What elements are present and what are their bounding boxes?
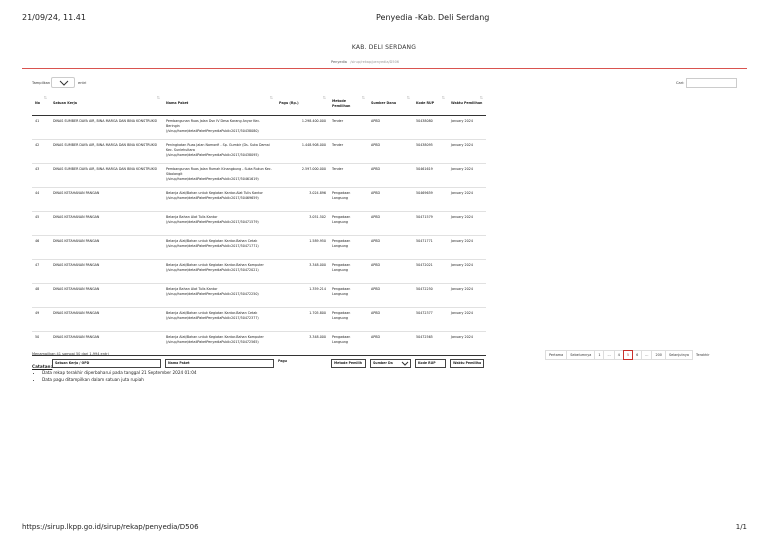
- pagination: [545, 350, 714, 360]
- cell-pagu: 1.448.908.000: [276, 140, 329, 164]
- cell-paket[interactable]: [163, 140, 276, 164]
- cell-paket[interactable]: [163, 236, 276, 260]
- cell-pagu: 2.597.000.000: [276, 164, 329, 188]
- cell-metode: Tender: [329, 116, 368, 140]
- cell-no: 47: [32, 260, 50, 284]
- column-header-satker[interactable]: Satuan Kerja ⇅: [50, 92, 163, 116]
- cell-satker: DINAS SUMBER DAYA AIR, BINA MARGA DAN BINA KONSTRUKSI: [50, 164, 163, 188]
- column-header-waktu[interactable]: Waktu Pemilihan ⇅: [448, 92, 486, 116]
- cell-waktu: January 2024: [448, 188, 486, 212]
- cell-paket[interactable]: [163, 212, 276, 236]
- cell-waktu: January 2024: [448, 284, 486, 308]
- pagination-ellipsis: ...: [641, 350, 652, 360]
- column-header-paket[interactable]: Nama Paket ⇅: [163, 92, 276, 116]
- cell-metode: Pengadaan Langsung: [329, 188, 368, 212]
- header-divider: [22, 68, 747, 69]
- paket-name: Belanja Alat/Bahan untuk Kegiatan Kantor-Bahan Cetak: [166, 239, 258, 243]
- table-header-row: [32, 92, 486, 116]
- table-row: [32, 164, 486, 188]
- search-input[interactable]: [686, 78, 737, 88]
- cell-kode: 50472565: [413, 332, 448, 356]
- cell-metode: Pengadaan Langsung: [329, 332, 368, 356]
- paket-name: Belanja Alat/Bahan untuk Kegiatan Kantor-Bahan Komputer: [166, 335, 264, 339]
- cell-waktu: January 2024: [448, 308, 486, 332]
- pagination-page-4[interactable]: 4: [614, 350, 624, 360]
- note-item: • Data rekap terakhir diperbaharui pada tanggal 21 September 2024 01:04: [42, 370, 197, 377]
- cell-satker: DINAS KETAHANAN PANGAN: [50, 260, 163, 284]
- cell-waktu: January 2024: [448, 332, 486, 356]
- cell-waktu: January 2024: [448, 236, 486, 260]
- table-row: [32, 140, 486, 164]
- paket-link[interactable]: (/sirup/home/detailPaketPenyediaPublic2017/50472250): [166, 291, 259, 296]
- cell-kode: 50469659: [413, 188, 448, 212]
- paket-name: Belanja Alat/Bahan untuk Kegiatan Kantor-Bahan Cetak: [166, 311, 258, 315]
- paket-name: Belanja Alat/Bahan untuk Kegiatan Kantor-Bahan Komputer: [166, 263, 264, 267]
- cell-metode: Tender: [329, 140, 368, 164]
- cell-satker: DINAS KETAHANAN PANGAN: [50, 188, 163, 212]
- column-header-no[interactable]: No ⇅: [32, 92, 50, 116]
- paket-link[interactable]: (/sirup/home/detailPaketPenyediaPublic2017/50438080): [166, 128, 259, 133]
- cell-pagu: 1.705.800: [276, 308, 329, 332]
- filter-kode-input[interactable]: Kode RUP: [415, 359, 446, 368]
- paket-name: Pembangunan Ruas Jalan Dsn IV Desa Karang Anyar Kec. Beringin: [166, 119, 261, 128]
- cell-kode: 50438080: [413, 116, 448, 140]
- filter-metode-input[interactable]: Metode Pemilih: [331, 359, 366, 368]
- cell-paket[interactable]: [163, 284, 276, 308]
- cell-satker: DINAS KETAHANAN PANGAN: [50, 308, 163, 332]
- notes: [32, 364, 197, 383]
- cell-kode: 50472021: [413, 260, 448, 284]
- cell-dana: APBD: [368, 284, 413, 308]
- filter-waktu-input[interactable]: Waktu Pemiliha: [450, 359, 484, 368]
- print-title: Penyedia -Kab. Deli Serdang: [376, 13, 490, 22]
- cell-waktu: January 2024: [448, 116, 486, 140]
- paket-link[interactable]: (/sirup/home/detailPaketPenyediaPublic2017/50461619): [166, 176, 259, 181]
- cell-dana: APBD: [368, 116, 413, 140]
- cell-kode: 50471771: [413, 236, 448, 260]
- cell-satker: DINAS SUMBER DAYA AIR, BINA MARGA DAN BINA KONSTRUKSI: [50, 116, 163, 140]
- breadcrumb-current[interactable]: Penyedia: [331, 60, 347, 64]
- filter-cell-kode: [413, 356, 448, 375]
- table-info: Menampilkan 41 sampai 50 dari 1.994 entri: [32, 352, 109, 356]
- cell-paket[interactable]: [163, 332, 276, 356]
- cell-metode: Tender: [329, 164, 368, 188]
- pagination-page-5[interactable]: 5: [623, 350, 633, 360]
- cell-dana: APBD: [368, 332, 413, 356]
- cell-pagu: 1.359.214: [276, 284, 329, 308]
- cell-pagu: 3.348.000: [276, 260, 329, 284]
- print-datetime: 21/09/24, 11.41: [22, 13, 86, 22]
- cell-dana: APBD: [368, 188, 413, 212]
- pagination-ellipsis: ...: [603, 350, 614, 360]
- table-row: [32, 116, 486, 140]
- page-title: KAB. DELI SERDANG: [351, 44, 417, 51]
- pagination-next[interactable]: Selanjutnya: [665, 350, 693, 360]
- cell-satker: DINAS KETAHANAN PANGAN: [50, 236, 163, 260]
- chevron-down-icon: [401, 361, 409, 366]
- filter-pagu-label: Pagu: [278, 359, 287, 363]
- cell-kode: 50472377: [413, 308, 448, 332]
- notes-list: [32, 370, 197, 383]
- filter-cell-dana: [368, 356, 413, 375]
- cell-no: 48: [32, 284, 50, 308]
- note-item: • Data pagu ditampilkan dalam satuan juta rupiah: [42, 377, 197, 384]
- paket-name: Pembangunan Ruas Jalan Rumah Kinangbung - Suka Rukun Kec. Sibolangit: [166, 167, 272, 176]
- filter-paket-input[interactable]: Nama Paket: [165, 359, 274, 368]
- paket-name: Belanja Bahan Alat Tulis Kantor: [166, 215, 218, 219]
- pagination-prev[interactable]: Sebelumnya: [566, 350, 595, 360]
- column-header-pagu[interactable]: Pagu (Rp.) ⇅: [276, 92, 329, 116]
- cell-waktu: January 2024: [448, 164, 486, 188]
- entries-length-select[interactable]: [51, 77, 75, 88]
- cell-pagu: 3.348.000: [276, 332, 329, 356]
- search-label: Cari:: [676, 81, 685, 85]
- table-row: [32, 212, 486, 236]
- cell-no: 44: [32, 188, 50, 212]
- paket-name: Belanja Alat/Bahan untuk Kegiatan Kantor-Alat Tulis Kantor: [166, 191, 263, 195]
- table-row: [32, 308, 486, 332]
- table-row: [32, 260, 486, 284]
- filter-cell-metode: [329, 356, 368, 375]
- pagination-page-200[interactable]: 200: [651, 350, 665, 360]
- paket-link[interactable]: (/sirup/home/detailPaketPenyediaPublic2017/50471579): [166, 219, 259, 224]
- table-row: [32, 236, 486, 260]
- paket-name: Belanja Bahan Alat Tulis Kantor: [166, 287, 218, 291]
- paket-name: Peningkatan Ruas Jalan Nomonfi - Sp. Gumbir (Ds. Suka Damai Kec. Sunlehultara: [166, 143, 270, 152]
- print-page-number: 1/1: [735, 523, 747, 531]
- cell-no: 50: [32, 332, 50, 356]
- cell-no: 42: [32, 140, 50, 164]
- column-header-dana[interactable]: Sumber Dana ⇅: [368, 92, 413, 116]
- cell-paket[interactable]: [163, 308, 276, 332]
- cell-pagu: 3.051.502: [276, 212, 329, 236]
- cell-kode: 50471579: [413, 212, 448, 236]
- cell-pagu: 1.298.400.000: [276, 116, 329, 140]
- cell-paket[interactable]: [163, 116, 276, 140]
- cell-paket[interactable]: [163, 188, 276, 212]
- cell-kode: 50461619: [413, 164, 448, 188]
- cell-dana: APBD: [368, 260, 413, 284]
- cell-dana: APBD: [368, 140, 413, 164]
- cell-kode: 50472250: [413, 284, 448, 308]
- cell-kode: 50438095: [413, 140, 448, 164]
- length-suffix: entri: [78, 81, 87, 85]
- length-label: Tampilkan: [32, 81, 51, 85]
- paket-link[interactable]: (/sirup/home/detailPaketPenyediaPublic2017/50472377): [166, 315, 259, 320]
- cell-satker: DINAS KETAHANAN PANGAN: [50, 212, 163, 236]
- pagination-page-1[interactable]: 1: [594, 350, 604, 360]
- cell-no: 45: [32, 212, 50, 236]
- cell-metode: Pengadaan Langsung: [329, 284, 368, 308]
- cell-no: 46: [32, 236, 50, 260]
- paket-link[interactable]: (/sirup/home/detailPaketPenyediaPublic2017/50469659): [166, 195, 259, 200]
- cell-no: 41: [32, 116, 50, 140]
- cell-metode: Pengadaan Langsung: [329, 308, 368, 332]
- paket-link[interactable]: (/sirup/home/detailPaketPenyediaPublic2017/50438095): [166, 152, 259, 157]
- breadcrumb-path: /sirup/rekap/penyedia/D506: [350, 60, 400, 64]
- table-row: [32, 284, 486, 308]
- print-url: https://sirup.lkpp.go.id/sirup/rekap/penyedia/D506: [22, 523, 199, 531]
- pagination-last[interactable]: Terakhir: [696, 353, 710, 357]
- filter-dana-value: Sumber Da: [373, 361, 393, 365]
- cell-metode: Pengadaan Langsung: [329, 212, 368, 236]
- pagination-first[interactable]: Pertama: [545, 350, 567, 360]
- paket-table: [32, 92, 486, 374]
- filter-cell-waktu: [448, 356, 486, 375]
- paket-link[interactable]: (/sirup/home/detailPaketPenyediaPublic2017/50472565): [166, 339, 259, 344]
- cell-pagu: 1.589.950: [276, 236, 329, 260]
- cell-waktu: January 2024: [448, 212, 486, 236]
- filter-cell-pagu: [276, 356, 329, 375]
- cell-dana: APBD: [368, 164, 413, 188]
- filter-dana-select[interactable]: [370, 359, 411, 368]
- cell-no: 49: [32, 308, 50, 332]
- cell-paket[interactable]: [163, 164, 276, 188]
- paket-link[interactable]: (/sirup/home/detailPaketPenyediaPublic2017/50471771): [166, 243, 259, 248]
- paket-link[interactable]: (/sirup/home/detailPaketPenyediaPublic2017/50472021): [166, 267, 259, 272]
- cell-dana: APBD: [368, 212, 413, 236]
- cell-metode: Pengadaan Langsung: [329, 236, 368, 260]
- cell-satker: DINAS KETAHANAN PANGAN: [50, 332, 163, 356]
- cell-pagu: 3.024.896: [276, 188, 329, 212]
- cell-satker: DINAS SUMBER DAYA AIR, BINA MARGA DAN BINA KONSTRUKSI: [50, 140, 163, 164]
- filter-satker-input[interactable]: Satuan Kerja / OPD: [52, 359, 161, 368]
- cell-waktu: January 2024: [448, 260, 486, 284]
- column-header-kode[interactable]: Kode RUP ⇅: [413, 92, 448, 116]
- cell-paket[interactable]: [163, 260, 276, 284]
- column-header-metode[interactable]: Metode Pemilihan ⇅: [329, 92, 368, 116]
- cell-dana: APBD: [368, 308, 413, 332]
- cell-no: 43: [32, 164, 50, 188]
- chevron-down-icon: [59, 80, 69, 86]
- table-row: [32, 188, 486, 212]
- pagination-page-6[interactable]: 6: [632, 350, 642, 360]
- cell-metode: Pengadaan Langsung: [329, 260, 368, 284]
- notes-title: Catatan:: [32, 364, 53, 369]
- cell-waktu: January 2024: [448, 140, 486, 164]
- cell-satker: DINAS KETAHANAN PANGAN: [50, 284, 163, 308]
- cell-dana: APBD: [368, 236, 413, 260]
- breadcrumb: [331, 60, 399, 64]
